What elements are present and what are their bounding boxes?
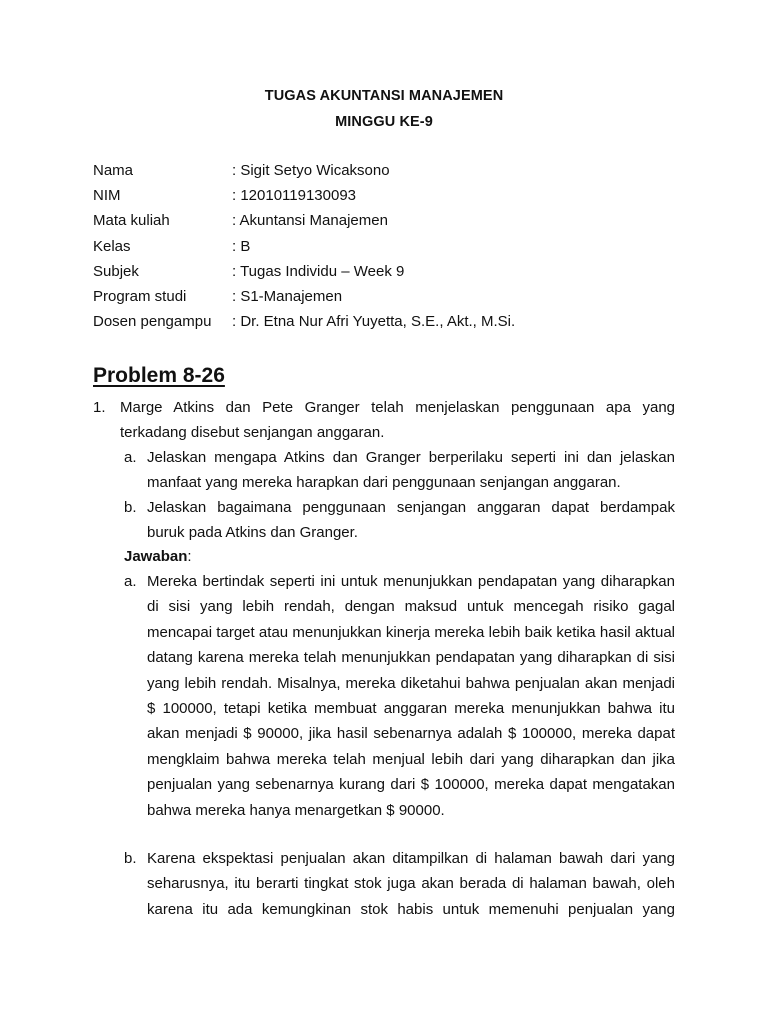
sub-question-text: Jelaskan mengapa Atkins dan Granger berperilaku seperti ini dan jelaskan manfaat yang mereka harapkan dari penggunaan senjangan anggaran.: [147, 449, 675, 492]
info-row-kelas: [93, 237, 693, 262]
info-row-nama: [93, 161, 693, 186]
sub-question-marker: a.: [124, 449, 137, 466]
info-value: : Tugas Individu – Week 9: [232, 262, 405, 280]
info-label: NIM: [93, 187, 121, 205]
info-value: : Sigit Setyo Wicaksono: [232, 162, 390, 179]
info-row-nim: [93, 186, 693, 211]
question-number: 1.: [93, 399, 106, 416]
sub-question-marker: b.: [124, 499, 137, 516]
answer-text: Karena ekspektasi penjualan akan ditampilkan di halaman bawah dari yang seharusnya, itu berarti tingkat stok juga akan berada di halaman bawah, oleh karena itu ada kemungkinan stok habis untuk memenuhi penjualan yang: [147, 850, 675, 918]
info-label: Nama: [93, 162, 134, 179]
info-label: Kelas: [93, 237, 131, 255]
info-row-dosen-pengampu: [93, 312, 693, 337]
info-label: Program studi: [93, 287, 187, 305]
document-subtitle: MINGGU KE-9: [335, 114, 433, 130]
info-label: Mata kuliah: [93, 212, 170, 230]
info-value: : S1-Manajemen: [232, 287, 343, 305]
info-value: : B: [232, 237, 251, 255]
info-value: : 12010119130093: [232, 187, 357, 205]
student-info-table: [93, 161, 693, 337]
info-value: : Dr. Etna Nur Afri Yuyetta, S.E., Akt., M.Si.: [232, 313, 516, 331]
answer-label: [124, 544, 192, 569]
answer-label-colon: :: [187, 548, 192, 565]
problem-heading: Problem 8-26: [93, 364, 225, 387]
question-text: Marge Atkins dan Pete Granger telah menjelaskan penggunaan apa yang terkadang disebut senjangan anggaran.: [120, 399, 675, 442]
info-row-mata-kuliah: [93, 211, 693, 236]
sub-question-text: Jelaskan bagaimana penggunaan senjangan anggaran dapat berdampak buruk pada Atkins dan Granger.: [147, 499, 675, 542]
info-row-subjek: [93, 262, 693, 287]
document-title: TUGAS AKUNTANSI MANAJEMEN: [264, 88, 504, 104]
info-label: Dosen pengampu: [93, 313, 212, 331]
answer-marker: a.: [124, 573, 137, 590]
info-row-program-studi: [93, 287, 693, 312]
answer-text: Mereka bertindak seperti ini untuk menunjukkan pendapatan yang diharapkan di sisi yang lebih rendah, dengan maksud untuk mencegah risiko gagal mencapai target atau menunjukkan kinerja mereka lebih baik ketika hasil aktual datang karena mereka telah menunjukkan pendapatan yang diharapkan di sisi yang lebih rendah. Misalnya, mereka diketahui bahwa penjualan akan menjadi $ 100000, tetapi ketika membuat anggaran mereka menunjukkan bahwa itu akan menjadi $ 90000, jika hasil sebenarnya adalah $ 100000, mereka dapat mengklaim bahwa mereka telah menjual lebih dari yang diharapkan dan jika penjualan yang sebenarnya kurang dari $ 100000, mereka dapat mengatakan bahwa mereka hanya menargetkan $ 90000.: [147, 573, 675, 819]
info-label: Subjek: [93, 262, 139, 280]
answer-marker: b.: [124, 850, 137, 867]
answer-label-text: Jawaban: [124, 548, 188, 565]
info-value: : Akuntansi Manajemen: [232, 212, 388, 230]
